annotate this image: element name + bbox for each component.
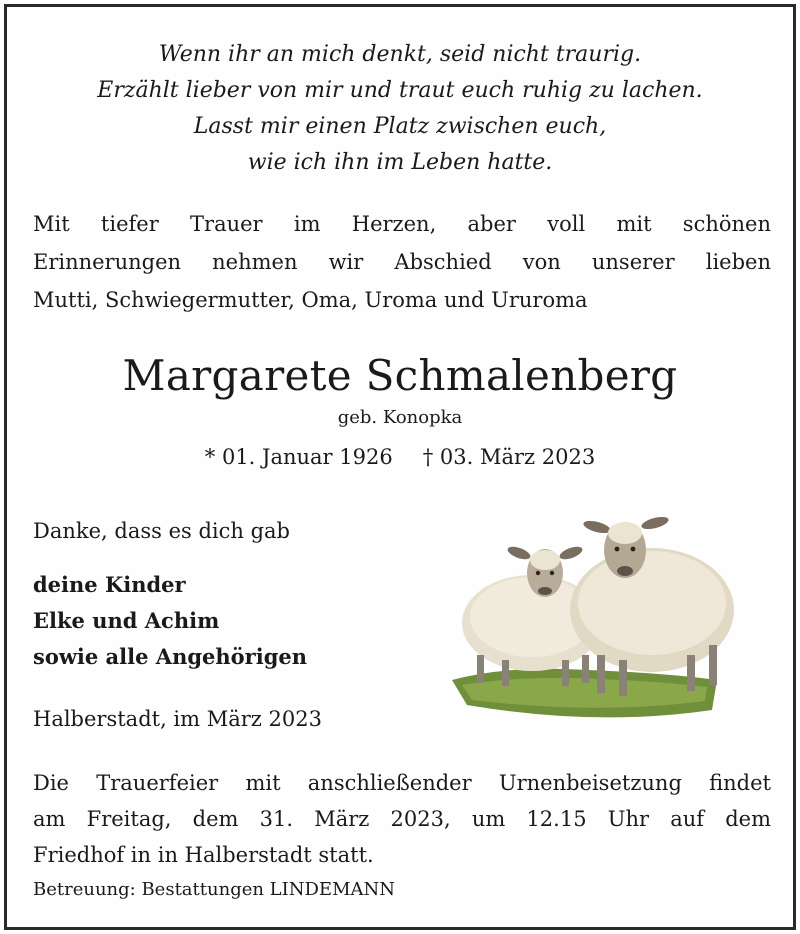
family-line: Elke und Achim: [33, 608, 220, 633]
life-dates: [7, 445, 793, 469]
intro-line: Mutti, Schwiegermutter, Oma, Uroma und Ururoma: [33, 288, 588, 312]
family-signature: [33, 567, 307, 675]
ceremony-line: Friedhof in in Halberstadt statt.: [33, 843, 374, 867]
place-date: Halberstadt, im März 2023: [33, 707, 322, 731]
deceased-name: Margarete Schmalenberg: [122, 351, 678, 400]
birth-date: * 01. Januar 1926: [204, 445, 393, 469]
funeral-home: Betreuung: Bestattungen LINDEMANN: [33, 879, 395, 900]
poem-line: Lasst mir einen Platz zwischen euch,: [193, 114, 607, 139]
poem-line: wie ich ihn im Leben hatte.: [247, 150, 553, 175]
intro-text: [33, 205, 771, 319]
thanks-line: Danke, dass es dich gab: [33, 519, 290, 543]
family-line: sowie alle Angehörigen: [33, 644, 308, 669]
death-date: † 03. März 2023: [422, 445, 596, 469]
poem-line: Wenn ihr an mich denkt, seid nicht traurig.: [158, 42, 642, 67]
obituary-notice: [4, 4, 796, 930]
family-line: deine Kinder: [33, 572, 186, 597]
ceremony-info: [33, 765, 771, 873]
poem: [7, 37, 793, 181]
poem-line: Erzählt lieber von mir und traut euch ruhig zu lachen.: [97, 78, 703, 103]
intro-line: Erinnerungen nehmen wir Abschied von unserer lieben: [33, 250, 771, 274]
two-sheep-icon: [447, 505, 747, 735]
intro-line: Mit tiefer Trauer im Herzen, aber voll mit schönen: [33, 212, 771, 236]
ceremony-line: am Freitag, dem 31. März 2023, um 12.15 Uhr auf dem: [33, 807, 771, 831]
birth-name: geb. Konopka: [337, 407, 463, 428]
ceremony-line: Die Trauerfeier mit anschließender Urnenbeisetzung findet: [33, 771, 771, 795]
